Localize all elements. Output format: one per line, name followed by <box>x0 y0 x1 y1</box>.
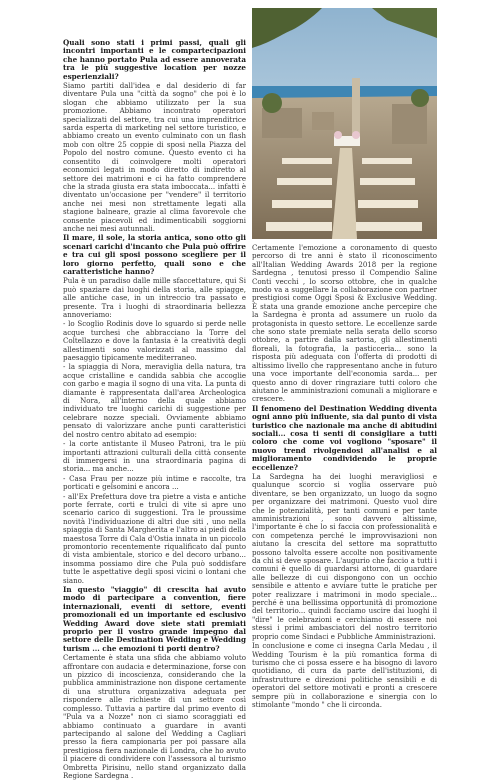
body-paragraph: Certamente l'emozione a coronamento di questo percorso di tre anni è stato il riconoscimento all'Italian Wedding Awards 2018 per la regione Sardegna , tenutosi presso il Compendio Saline Conti vecchi , lo scorso ottobre, che in qualche modo va a suggellare la collaborazione con partner prestigiosi come Oggi Sposi & Exclusive Wedding. È stata una grande emozione anche percepire che la Sardegna è pronta ad assumere un ruolo da protagonista in questo settore. Le eccellenze sarde che sono state premiate nella serata dello scorso ottobre, a partire dalla sartoria, gli allestimenti floreali, la fotografia, la pasticceria... sono la risposta più adeguata con l'offerta di prodotti di altissimo livello che rappresentano anche in futuro una voce importante dell'economia sarda... per questo anno di dover ringraziare tutti coloro che aiutano le amministrazioni comunali a migliorare e crescere. <box>252 243 437 404</box>
interview-question: Il mare, il sole, la storia antica, sono otto gli scenari carichi d'incanto che Pula può offrire e tra cui gli sposi possono scegliere per il loro giorno perfetto, quali sono e che caratteristiche hanno? <box>63 233 246 276</box>
body-paragraph: In conclusione e come ci insegna Carla Medau , il Wedding Tourism è la più romantica forma di turismo che ci possa essere e ha bisogno di lavoro quotidiano, di cura da parte dell'istituzioni, di infrastrutture e direzioni politiche sensibili e di operatori del settore motivati e pronti a crescere sempre più in collaborazione e sinergia con lo stimolante "mondo " che li circonda. <box>252 641 437 709</box>
body-paragraph: Certamente è stata una sfida che abbiamo voluto affrontare con audacia e determinazione, forse con un pizzico di incoscienza, considerando che la pubblica amministrazione non dispone certamente di una struttura organizzativa adeguata per rispondere alle richieste di un settore così complesso. Tuttavia a partire dal primo evento di "Pula va a Nozze" non ci siamo scoraggiati ed abbiamo continuato a guardare in avanti partecipando al salone del Wedding a Cagliari presso la fiera campionaria per poi passare alla prestigiosa fiera nazionale di Londra, che ho avuto il piacere di condividere con l'assessora al turismo Ombretta Pirisinu, nello stand organizzato dalla Regione Sardegna . <box>63 653 246 780</box>
right-column <box>252 244 437 710</box>
body-paragraph: - lo Scoglio Rodinis dove lo sguardo si perde nelle acque turchesi che abbracciano la Torre del Coltellazzo e dove la fantasia è la creatività degli allestimenti sono valorizzati al massimo dal paesaggio tipicamente mediterraneo. <box>63 319 246 363</box>
interview-question: Quali sono stati i primi passi, quali gli incontri importanti e le compartecipazioni che hanno portato Pula ad essere annoverata tra le più suggestive location per nozze esperienziali? <box>63 38 246 81</box>
left-column <box>63 38 246 781</box>
wedding-photo <box>252 8 437 239</box>
body-paragraph: Pula è un paradiso dalle mille sfaccettature, qui Si può spaziare dai luoghi della storia, alle spiagge, alle antiche case, in un intreccio tra passato e presente. Tra i luoghi di straordinaria bellezza annoveriamo: <box>63 276 246 319</box>
interview-question: In questo "viaggio" di crescita hai avuto modo di partecipare a convention, fiere internazionali, eventi di settore, eventi promozionali ed un importante ed esclusivo Wedding Award dove siete stati premiati proprio per il vostro grande impegno dal settore delle Destination Wedding e Wedding turism ... che emozioni ti porti dentro? <box>63 585 246 653</box>
body-paragraph: Siamo partiti dall'idea e dal desiderio di far diventare Pula una "città da sogno" che poi è lo slogan che abbiamo utilizzato per la sua promozione. Abbiamo incontrato operatori specializzati del settore, tra cui una imprenditrice sarda esperta di marketing nel settore turistico, e abbiamo creato un evento culminato con un flash mob con oltre 25 coppie di sposi nella Piazza del Popolo del nostro comune. Questo evento ci ha consentito di coinvolgere molti operatori economici legati in modo diretto di indiretto al settore dei matrimoni e ci ha fatto comprendere che la strada giusta era stata imboccata... infatti è diventato un'occasione per "vendere" il territorio anche nei mesi non strettamente legati alla stagione balneare, grazie al clima favorevole che consente piacevoli ed indimenticabili soggiorni anche nei mesi autunnali. <box>63 81 246 233</box>
body-paragraph: La Sardegna ha dei luoghi meravigliosi e qualunque scorcio si voglia osservare può diventare, se ben organizzato, un luogo da sogno per organizzare dei matrimoni. Questo vuol dire che le potenzialità, per tanti comuni e per tante amministrazioni , sono davvero altissime, l'importante è che lo si faccia con professionalità e con competenza perché le improvvisazioni non aiutano la crescita del settore ma soprattutto possono talvolta essere accolte non positivamente da chi si deve sposare. L'augurio che faccio a tutti i comuni è quello di guardarsi attorno, di guardare alle bellezze di cui dispongono con un occhio sensibile e attento e avviare tutte le pratiche per poter realizzare i matrimoni in modo speciale... perché è una bellissima opportunità di promozione del territorio... quindi facciamo uscire dai luoghi il "dire" le celebrazioni e cerchiamo di essere noi stessi i primi ambasciatori del nostro territorio proprio come Sindaci e Pubbliche Amministrazioni. <box>252 471 437 641</box>
body-paragraph: - Casa Frau per nozze più intime e raccolte, tra porticati e gelsomini e ancora ... <box>63 473 246 492</box>
interview-question: Il fenomeno del Destination Wedding diventa ogni anno più influente, sia dal punto di vista turistico che nazionale ma anche di abitudini sociali... cosa ti senti di consigliare a tutti coloro che come voi vogliono "sposare" il nuovo trend rivolgendosi all'analisi e al miglioramento condividendo le proprie eccellenze? <box>252 403 437 472</box>
body-paragraph: - all'Ex Prefettura dove tra pietre a vista e antiche porte ferrate, corti e trulci di vite si apre uno scenario carico di suggestioni. Tra le proussime novità l'individuazione di altri due siti , uno nella spiaggia di Santa Margherita e l'altro ai piedi della maestosa Torre di Cala d'Ostia innata in un piccolo promontorio recentemente riqualificato dal punto di vista ambientale, storico e del decoro urbano... insomma possiamo dire che Pula può soddisfare tutte le aspettative degli sposi vicini o lontani che siano. <box>63 491 246 585</box>
body-paragraph: - la spiaggia di Nora, meraviglia della natura, tra acque cristalline e candida sabbia che accoglie con garbo e magia il sogno di una vita. La punta di diamante è rappresentata dall'area Archeologica di Nora, all'interno della quale abbiamo individuato tre luoghi carichi di suggestione per celebrare nozze speciali. Ovviamente abbiamo pensato di valorizzare anche punti caratteristici del nostro centro abitato ad esempio: <box>63 362 246 439</box>
body-paragraph: - la corte antistante il Museo Patroni, tra le più importanti attrazioni culturali della città consente di immergersi in una straordinaria pagina di storia... ma anche... <box>63 439 246 474</box>
